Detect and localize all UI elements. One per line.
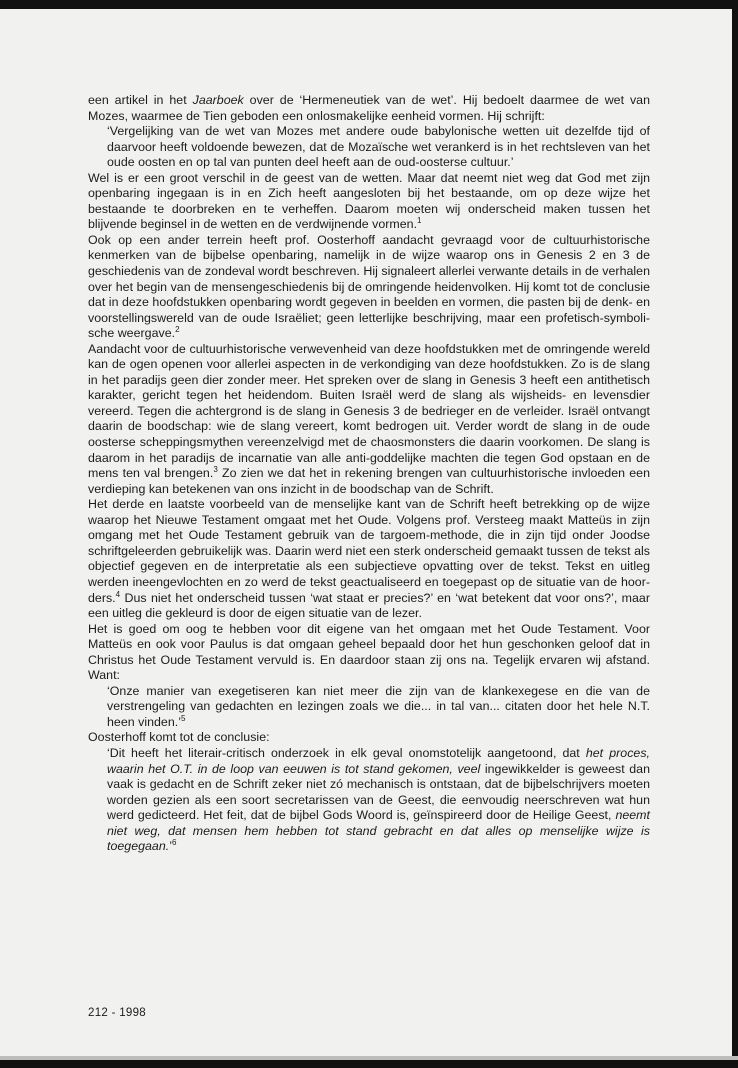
italic-text: het proces, waarin het O.T. in de loop van eeuwen is tot stand gekomen, veel — [107, 745, 650, 776]
text-run: ‘Onze manier van exegetiseren kan niet meer die zijn van de klankexegese en die van de verstrengeling van gedachten en lezingen zoals we die... in tal van... citaten door het hele N.T. heen vinden.’ — [107, 683, 650, 729]
italic-text: neemt niet weg, dat mensen hem hebben tot stand gebracht en dat alles op menselijke wijze is toegegaan. — [107, 808, 650, 854]
body-paragraph — [88, 342, 650, 497]
text-run: Aandacht voor de cultuurhistorische verwevenheid van deze hoofdstukken met de omringende wereld kan de ogen openen voor allerlei aspecten in de verkondiging van deze hoofdstukken. Zo is de slang in het paradijs geen dier zonder meer. Het spreken over de slang in Genesis 3 heeft een antithetisch karakter, gericht tegen het heidendom. Buiten Israël werd de slang als wijsheids- en levensdier vereerd. Tegen die achtergrond is de slang in Genesis 3 de bedrieger en de verleider. Israël ontvangt daarin de boodschap: wie de slang vereert, komt bedrogen uit. Verder wordt de slang in de oude oosterse scheppingsmythen vereenzelvigd met de chaosmonsters die daarin voorkomen. De slang is daarom in het paradijs de incarnatie van alle anti-goddelijke machten die tegen God opstaan en de mens ten val brengen. — [88, 341, 650, 481]
article-body — [88, 93, 650, 855]
body-paragraph — [88, 233, 650, 342]
text-run: Oosterhoff komt tot de conclusie: — [88, 730, 270, 745]
body-paragraph — [88, 497, 650, 621]
footnote-ref: 6 — [172, 838, 177, 848]
text-run: Dus niet het onderscheid tussen ‘wat staat er precies?’ en ‘wat betekent dat voor ons?’, maar een uitleg die gekleurd is door de eigen situatie van de lezer. — [88, 590, 650, 621]
body-paragraph — [88, 730, 650, 746]
block-quote — [107, 684, 650, 731]
text-run: Wel is er een groot verschil in de geest van de wetten. Maar dat neemt niet weg dat God met zijn openbaring ingegaan is in en Zich heeft aangesloten bij het bestaande, om op deze wijze het bestaande te doorbreken en te verheffen. Daarom moeten wij onderscheid maken tussen het blijvende beginsel in de wetten en de verdwijnende vormen. — [88, 170, 650, 232]
block-quote — [107, 746, 650, 855]
footnote-ref: 5 — [180, 713, 186, 723]
footnote-ref: 4 — [115, 589, 121, 599]
italic-text: Jaarboek — [192, 93, 244, 107]
page-footer: 212 - 1998 — [88, 1007, 146, 1019]
text-run: Zo zien we dat het in rekening brengen van cultuurhistorische invloeden een verdieping kan betekenen van ons inzicht in de boodschap van de Schrift. — [88, 466, 650, 496]
block-quote — [107, 124, 650, 171]
text-run: ingewikkelder is geweest dan vaak is gedacht en de Schrift zeker niet zó mechanisch is ontstaan, dat de bijbelschrijvers moeten worden gezien als een soort secretarissen van de Geest, die eenvoudig neerschreven wat hun werd gedicteerd. Het feit, dat de bijbel Gods Woord is, geïnspireerd door de Heilige Geest, — [107, 761, 650, 823]
text-run: Het derde en laatste voorbeeld van de menselijke kant van de Schrift heeft betrekking op de wijze waarop het Nieuwe Testament omgaat met het Oude. Volgens prof. Versteeg maakt Matteüs in zijn omgang met het Oude Testament gebruik van de targoem-methode, die in zijn tijd onder Joodse schriftgeleerden gebruikelijk was. Daarin werd niet een sterk onderscheid gemaakt tussen de tekst als objectief gegeven en de interpretatie als een subjectieve opvatting over de tekst. Tekst en uitleg werden ineengevlochten en zo werd de tekst geactualiseerd en toegepast op de situatie van de hoorders. — [88, 497, 650, 605]
text-run: over de ‘Hermeneutiek van de wet’. Hij bedoelt daarmee de wet van Mozes, waarmee de Tien geboden een onlosmakelijke eenheid vormen. Hij schrijft: — [88, 93, 651, 123]
text-run: Het is goed om oog te hebben voor dit eigene van het omgaan met het Oude Testament. Voor Matteüs en ook voor Paulus is dat omgaan geheel bepaald door het hun geschonken geloof dat in Christus het Oude Testament vervuld is. En daardoor staan zij ons na. Tegelijk ervaren wij afstand. Want: — [88, 621, 650, 683]
footnote-ref: 2 — [175, 325, 180, 335]
text-run: een artikel in het — [88, 93, 193, 107]
scan-bottom-border — [0, 1060, 738, 1068]
body-paragraph — [88, 171, 650, 233]
text-run: ‘Dit heeft het literair-critisch onderzoek in elk geval onomstotelijk aangetoond, dat — [107, 745, 586, 760]
text-run: ‘Vergelijking van de wet van Mozes met andere oude babylonische wetten uit dezelfde tijd of daarvoor heeft voldoende bewezen, dat de Mozaïsche wet verankerd is in het rechtsleven van het oude oosten en op tal van punten deel heeft aan de oud-oosterse cultuur.’ — [107, 124, 650, 170]
text-run: ’ — [169, 839, 172, 854]
scan-right-border — [732, 0, 738, 1068]
body-paragraph — [88, 93, 650, 124]
body-paragraph — [88, 622, 650, 684]
scan-top-border — [0, 0, 738, 9]
footnote-ref: 3 — [213, 465, 218, 475]
text-run: Ook op een ander terrein heeft prof. Oosterhoff aandacht gevraagd voor de cultuurhistorische kenmerken van de bijbelse openbaring, namelijk in de wijze waarop ons in Genesis 2 en 3 de geschiedenis van de zondeval wordt beschreven. Hij signaleert allerlei verwante details in de verhalen over het begin van de mensengeschiedenis bij de omringende heidenvolken. Hij komt tot de conclusie dat in deze hoofdstukken openbaring wordt gegeven in beelden en vormen, die pasten bij de denk- en voorstellingswereld van de oude Israëliet; geen letterlijke beschrijving, maar een profetisch-symbolische weergave. — [88, 232, 650, 341]
footnote-ref: 1 — [417, 216, 422, 226]
